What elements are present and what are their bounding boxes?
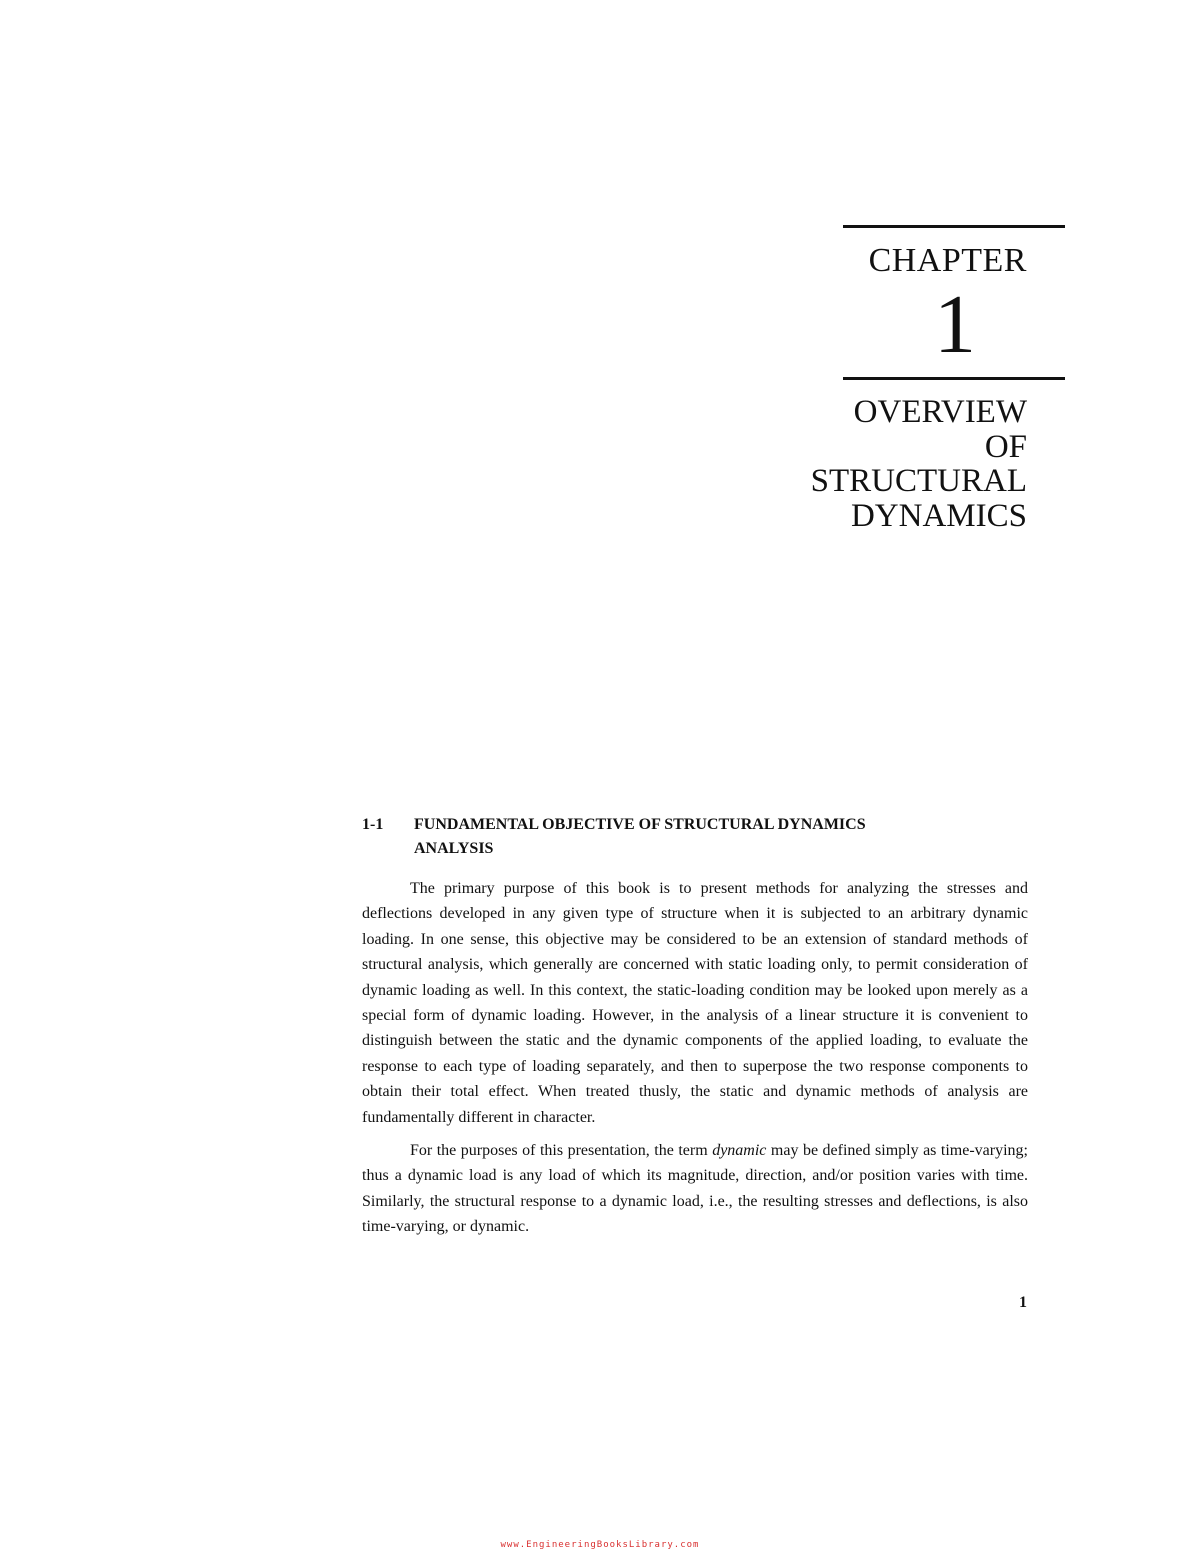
section-title: FUNDAMENTAL OBJECTIVE OF STRUCTURAL DYNAMICS ANALYSIS — [414, 816, 866, 857]
chapter-title-line: OVERVIEW — [853, 394, 1027, 430]
paragraph-text: For the purposes of this presentation, the term — [410, 1142, 713, 1160]
chapter-label: CHAPTER — [868, 242, 1027, 279]
chapter-title-line: DYNAMICS — [850, 497, 1027, 534]
section-number: 1-1 — [362, 816, 384, 833]
paragraph: The primary purpose of this book is to present methods for analyzing the stresses and deflections developed in any given type of structure when it is subjected to an arbitrary dynamic loading. In one sense, this objective may be considered to be an extension of standard methods of structural analysis, which generally are concerned with static loading only, to permit consideration of dynamic loading as well. In this context, the static-loading condition may be looked upon merely as a special form of dynamic loading. However, in the analysis of a linear structure it is convenient to distinguish between the static and the dynamic components of the applied loading, to evaluate the response to each type of loading separately, and then to superpose the two response components to obtain their total effect. When treated thusly, the static and dynamic methods of analysis are fundamentally different in character. — [362, 880, 1028, 1126]
chapter-title-line: OF — [984, 428, 1027, 465]
chapter-title — [707, 395, 1027, 533]
emphasis-term: dynamic — [712, 1142, 767, 1160]
chapter-number: 1 — [934, 278, 976, 371]
section-heading — [362, 813, 1042, 861]
chapter-rule-top — [843, 225, 1065, 228]
paragraph-text: may be defined simply as time-varying; thus a dynamic load is any load of which its magnitude, direction, and/or position varies with time. Similarly, the structural response to a dynamic load, i.e., the resulting stresses and deflections, is also time-varying, or dynamic. — [362, 1142, 1028, 1236]
chapter-rule-bottom — [843, 377, 1065, 380]
watermark: www.EngineeringBooksLibrary.com — [500, 1540, 700, 1550]
page-number: 1 — [1019, 1294, 1027, 1311]
paragraph — [362, 1138, 1028, 1240]
body-text — [362, 876, 1028, 1248]
chapter-title-line: STRUCTURAL — [810, 463, 1027, 499]
